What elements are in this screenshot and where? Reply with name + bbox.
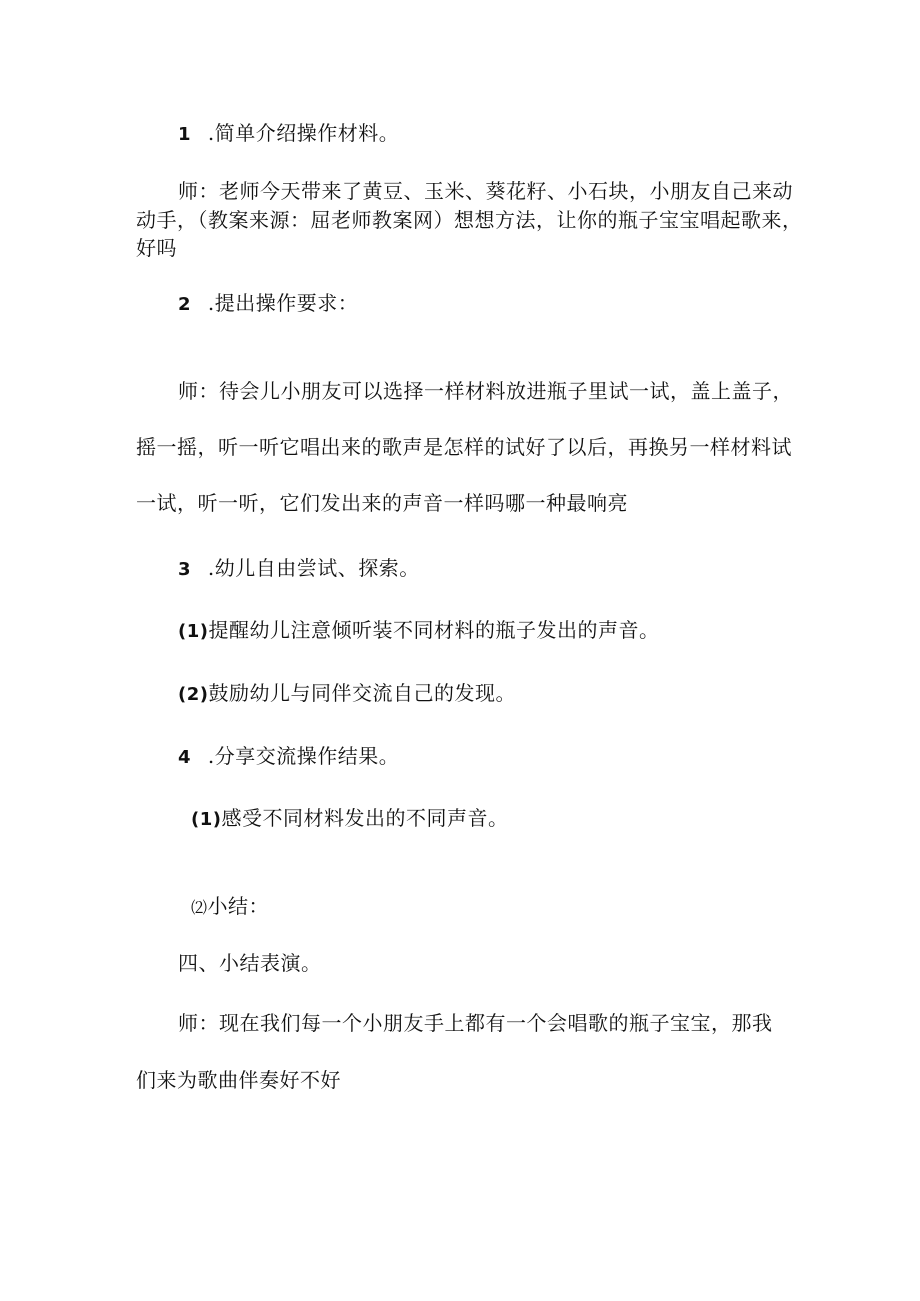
- paragraph-1-line-2: 动手，（教案来源：屈老师教案网）想想方法，让你的瓶子宝宝唱起歌来，: [136, 208, 803, 232]
- paragraph-3-line-2: 们来为歌曲伴奏好不好: [136, 1068, 341, 1092]
- item-4-heading: [178, 743, 399, 771]
- paragraph-2-line-1: 师：待会儿小朋友可以选择一样材料放进瓶子里试一试，盖上盖子，: [178, 379, 793, 403]
- sub-item-number: ⑵: [191, 898, 208, 917]
- sub-item-text: 小结：: [207, 894, 270, 918]
- item-text: .幼儿自由尝试、探索。: [207, 556, 420, 580]
- item-text: .分享交流操作结果。: [207, 744, 400, 768]
- sub-item-4-1: [191, 805, 508, 833]
- paragraph-3-line-1: 师：现在我们每一个小朋友手上都有一个会唱歌的瓶子宝宝，那我: [178, 1011, 773, 1035]
- paragraph-2-line-2: 摇一摇，听一听它唱出来的歌声是怎样的试好了以后，再换另一样材料试: [136, 435, 792, 459]
- item-number: 1: [178, 124, 192, 145]
- sub-item-text: 提醒幼儿注意倾听装不同材料的瓶子发出的声音。: [208, 618, 660, 642]
- section-4-heading: 四、小结表演。: [178, 951, 322, 975]
- item-3-heading: [178, 555, 420, 583]
- item-number: 2: [178, 294, 192, 315]
- sub-item-number: (2): [178, 684, 209, 705]
- sub-item-4-2: [191, 893, 269, 921]
- item-2-heading: [178, 290, 358, 318]
- sub-item-3-1: [178, 617, 659, 645]
- paragraph-2-line-3: 一试，听一听，它们发出来的声音一样吗哪一种最响亮: [136, 491, 628, 515]
- item-text: .简单介绍操作材料。: [207, 121, 400, 145]
- item-number: 4: [178, 747, 192, 768]
- item-number: 3: [178, 559, 192, 580]
- item-text: .提出操作要求：: [207, 291, 359, 315]
- sub-item-3-2: [178, 680, 516, 708]
- sub-item-text: 鼓励幼儿与同伴交流自己的发现。: [208, 681, 516, 705]
- sub-item-number: (1): [191, 809, 222, 830]
- paragraph-1-line-1: 师：老师今天带来了黄豆、玉米、葵花籽、小石块，小朋友自己来动: [178, 179, 793, 203]
- sub-item-text: 感受不同材料发出的不同声音。: [221, 806, 509, 830]
- sub-item-number: (1): [178, 621, 209, 642]
- paragraph-1-line-3: 好吗: [136, 236, 177, 260]
- item-1-heading: [178, 120, 399, 148]
